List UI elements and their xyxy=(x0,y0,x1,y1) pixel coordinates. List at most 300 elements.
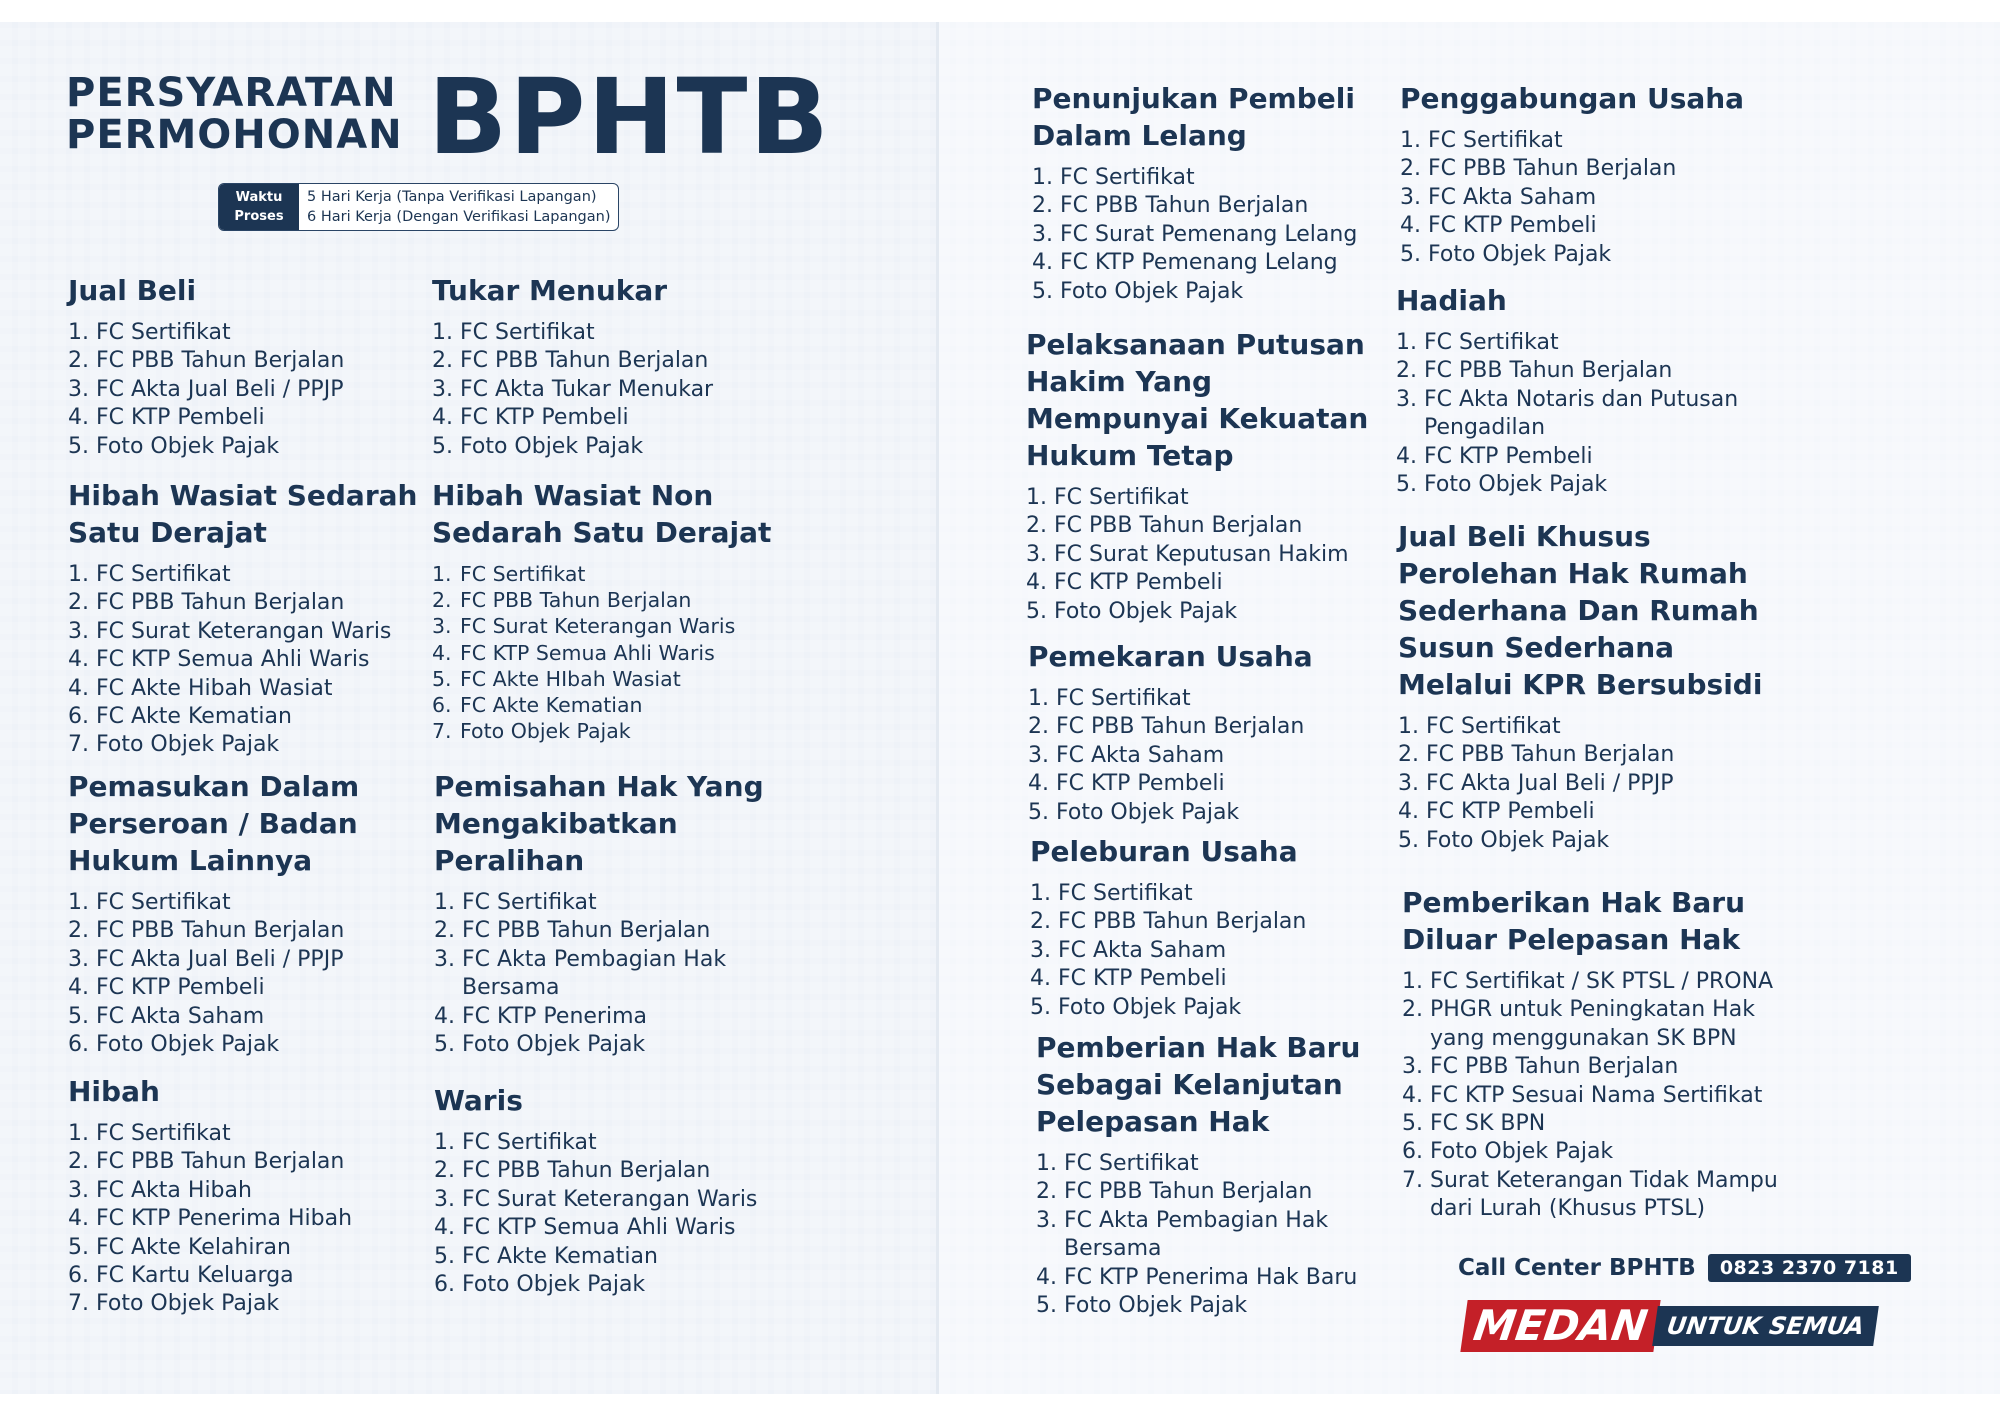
requirement-item xyxy=(68,1148,428,1176)
section-title: Hibah xyxy=(68,1075,160,1108)
item-number: 5. xyxy=(1028,799,1049,825)
item-text: FC Akta Jual Beli / PPJP xyxy=(96,946,344,972)
item-number: 4. xyxy=(432,640,452,665)
item-text: Foto Objek Pajak xyxy=(96,732,280,758)
requirement-list xyxy=(434,889,814,1059)
item-text: Foto Objek Pajak xyxy=(96,1032,280,1058)
item-number: 1. xyxy=(1026,485,1047,510)
item-text: FC Akta Notaris dan Putusan Pengadilan xyxy=(1424,386,1739,441)
item-number: 1. xyxy=(1036,1151,1057,1176)
item-text: Foto Objek Pajak xyxy=(1428,241,1612,267)
item-text: FC Sertifikat xyxy=(1054,485,1189,510)
requirement-list xyxy=(68,889,428,1059)
item-text: FC Sertifikat xyxy=(1058,881,1193,906)
item-text: FC Surat Pemenang Lelang xyxy=(1060,221,1358,247)
logo-medan: MEDAN xyxy=(1460,1300,1660,1352)
call-center-number[interactable]: 0823 2370 7181 xyxy=(1708,1254,1911,1282)
item-text: FC Akta Saham xyxy=(1056,742,1225,768)
item-number: 5. xyxy=(1402,1111,1423,1137)
item-text: FC KTP Pembeli xyxy=(1054,570,1223,596)
item-number: 1. xyxy=(1030,881,1051,906)
requirement-item xyxy=(434,1243,814,1271)
section-pemekaran xyxy=(1028,638,1398,827)
requirement-item xyxy=(1032,221,1402,249)
item-number: 7. xyxy=(432,719,452,744)
item-number: 1. xyxy=(1032,165,1053,190)
requirement-item xyxy=(434,946,814,1003)
requirement-item xyxy=(68,1177,428,1205)
requirement-item xyxy=(68,917,428,945)
item-text: FC Sertifikat xyxy=(462,890,597,915)
requirement-item xyxy=(1028,770,1398,798)
section-pemisahan xyxy=(434,768,814,1059)
waktu-value-2: 6 Hari Kerja (Dengan Verifikasi Lapangan) xyxy=(307,209,611,225)
item-number: 3. xyxy=(1398,770,1419,796)
requirement-item xyxy=(1402,996,1822,1053)
requirement-item xyxy=(1026,484,1396,512)
requirement-item xyxy=(432,666,812,692)
item-text: FC KTP Penerima Hibah xyxy=(96,1206,353,1232)
item-number: 1. xyxy=(434,890,455,915)
item-number: 7. xyxy=(1402,1167,1423,1193)
item-text: FC Akte Kematian xyxy=(96,704,292,730)
section-title: Hibah Wasiat Non Sedarah Satu Derajat xyxy=(432,479,772,549)
section-hibah-wasiat-sedarah xyxy=(68,477,428,760)
item-number: 5. xyxy=(1030,994,1051,1020)
item-text: FC PBB Tahun Berjalan xyxy=(1428,156,1677,182)
item-number: 2. xyxy=(434,918,455,944)
item-text: FC Sertifikat xyxy=(460,562,586,586)
title-line-2: PERMOHONAN xyxy=(66,112,403,158)
requirement-item xyxy=(434,1003,814,1031)
requirement-item xyxy=(1400,241,1780,269)
section-jual-beli-khusus xyxy=(1398,518,1778,855)
item-number: 5. xyxy=(1032,278,1053,304)
item-text: FC Akte Kematian xyxy=(462,1243,658,1269)
item-number: 3. xyxy=(434,1186,455,1212)
item-text: FC KTP Penerima Hak Baru xyxy=(1064,1264,1358,1290)
requirement-list xyxy=(68,319,428,461)
item-number: 3. xyxy=(68,618,89,644)
item-text: FC KTP Pembeli xyxy=(96,975,265,1001)
item-number: 2. xyxy=(1400,156,1421,182)
requirement-item xyxy=(432,718,812,744)
item-number: 6. xyxy=(68,1263,89,1289)
item-text: FC Akta Jual Beli / PPJP xyxy=(96,376,344,402)
requirement-item xyxy=(1396,386,1776,443)
requirement-item xyxy=(1030,937,1400,965)
requirement-item xyxy=(68,675,428,703)
item-text: FC PBB Tahun Berjalan xyxy=(462,1158,711,1184)
item-text: FC KTP Semua Ahli Waris xyxy=(460,640,715,665)
requirement-item xyxy=(1028,742,1398,770)
requirement-item xyxy=(1030,880,1400,908)
item-text: FC PBB Tahun Berjalan xyxy=(1054,513,1303,539)
requirement-item xyxy=(1026,598,1396,626)
item-number: 5. xyxy=(1396,472,1417,498)
item-number: 4. xyxy=(434,1003,455,1029)
item-text: FC Akta Jual Beli / PPJP xyxy=(1426,770,1674,796)
requirement-item xyxy=(434,889,814,917)
waktu-value-1: 5 Hari Kerja (Tanpa Verifikasi Lapangan) xyxy=(307,189,597,205)
requirement-item xyxy=(1036,1292,1406,1320)
item-number: 5. xyxy=(68,1234,89,1260)
requirement-item xyxy=(68,946,428,974)
call-center-label: Call Center BPHTB xyxy=(1458,1255,1696,1281)
item-text: FC PBB Tahun Berjalan xyxy=(96,1149,345,1175)
item-text: Foto Objek Pajak xyxy=(1064,1293,1248,1319)
item-text: FC Sertifikat xyxy=(1424,330,1559,355)
requirement-item xyxy=(68,1290,428,1318)
item-number: 3. xyxy=(1032,221,1053,247)
item-number: 2. xyxy=(1028,714,1049,740)
section-title: Pemisahan Hak Yang Mengakibatkan Peralihan xyxy=(434,770,764,877)
requirement-item xyxy=(68,1003,428,1031)
item-number: 5. xyxy=(1398,827,1419,853)
item-text: FC PBB Tahun Berjalan xyxy=(1058,909,1307,935)
item-number: 1. xyxy=(1396,330,1417,355)
item-number: 6. xyxy=(1402,1139,1423,1165)
item-text: FC KTP Pemenang Lelang xyxy=(1060,250,1338,276)
item-text: FC PBB Tahun Berjalan xyxy=(1430,1054,1679,1080)
requirement-item xyxy=(1032,278,1402,306)
requirement-item xyxy=(432,561,812,587)
item-text: FC KTP Penerima xyxy=(462,1003,647,1029)
section-waris xyxy=(434,1082,814,1299)
section-tukar-menukar xyxy=(432,272,812,461)
item-text: FC Akte Hibah Wasiat xyxy=(96,675,333,701)
item-text: FC PBB Tahun Berjalan xyxy=(1426,742,1675,768)
item-text: FC Sertifikat xyxy=(96,1121,231,1146)
item-text: FC Akte Kelahiran xyxy=(96,1234,291,1260)
item-number: 1. xyxy=(432,562,452,586)
item-text: FC Sertifikat xyxy=(1426,714,1561,739)
item-text: Foto Objek Pajak xyxy=(96,433,280,459)
requirement-list xyxy=(432,319,812,461)
item-text: FC KTP Pembeli xyxy=(1426,799,1595,825)
item-number: 3. xyxy=(1396,386,1417,412)
section-diluar-pelepasan xyxy=(1402,884,1822,1224)
requirement-item xyxy=(68,319,428,347)
item-number: 5. xyxy=(434,1243,455,1269)
item-number: 5. xyxy=(432,666,452,691)
item-number: 1. xyxy=(432,320,453,345)
item-number: 6. xyxy=(68,704,89,730)
item-text: Foto Objek Pajak xyxy=(1056,799,1240,825)
item-number: 2. xyxy=(1402,997,1423,1023)
item-text: FC KTP Pembeli xyxy=(1056,771,1225,797)
item-number: 5. xyxy=(1026,598,1047,624)
item-number: 4. xyxy=(68,975,89,1001)
item-number: 4. xyxy=(1028,771,1049,797)
item-text: Foto Objek Pajak xyxy=(460,719,631,744)
requirement-item xyxy=(1036,1207,1406,1264)
item-text: FC Sertifikat xyxy=(462,1130,597,1155)
item-text: FC Surat Keterangan Waris xyxy=(462,1186,758,1212)
item-text: Foto Objek Pajak xyxy=(460,433,644,459)
item-text: FC Akta Saham xyxy=(96,1003,265,1029)
item-number: 2. xyxy=(1032,193,1053,219)
waktu-proses-box xyxy=(218,183,619,231)
item-number: 1. xyxy=(1028,686,1049,711)
section-hibah xyxy=(68,1073,428,1319)
item-text: FC KTP Pembeli xyxy=(96,405,265,431)
proses-label: Proses xyxy=(234,209,284,224)
item-number: 2. xyxy=(68,918,89,944)
requirement-item xyxy=(68,1120,428,1148)
requirement-list xyxy=(68,1120,428,1319)
section-title: Hadiah xyxy=(1396,284,1507,317)
section-title: Pemekaran Usaha xyxy=(1028,640,1313,673)
requirement-list xyxy=(1398,713,1778,855)
requirement-item xyxy=(1026,569,1396,597)
requirement-item xyxy=(432,404,812,432)
item-number: 5. xyxy=(68,1003,89,1029)
requirement-list xyxy=(434,1129,814,1299)
requirement-item xyxy=(434,1031,814,1059)
waktu-proses-values xyxy=(299,184,618,230)
section-title: Pelaksanaan Putusan Hakim Yang Mempunyai Kekuatan Hukum Tetap xyxy=(1026,328,1369,472)
item-text: FC Kartu Keluarga xyxy=(96,1263,294,1289)
item-number: 4. xyxy=(68,675,89,701)
requirement-item xyxy=(1402,1138,1822,1166)
requirement-list xyxy=(1400,127,1780,269)
item-number: 3. xyxy=(68,376,89,402)
requirement-item xyxy=(1030,908,1400,936)
item-number: 5. xyxy=(68,433,89,459)
requirement-item xyxy=(1396,357,1776,385)
requirement-item xyxy=(1028,799,1398,827)
requirement-item xyxy=(1402,1082,1822,1110)
item-text: FC PBB Tahun Berjalan xyxy=(462,918,711,944)
requirement-item xyxy=(432,613,812,639)
requirement-item xyxy=(1398,770,1778,798)
item-number: 3. xyxy=(1026,541,1047,567)
requirement-item xyxy=(1398,713,1778,741)
requirement-item xyxy=(1028,713,1398,741)
requirement-item xyxy=(68,703,428,731)
requirement-item xyxy=(432,692,812,718)
item-number: 6. xyxy=(432,693,452,718)
requirement-item xyxy=(68,1234,428,1262)
item-text: FC Sertifikat xyxy=(1064,1151,1199,1176)
item-text: Foto Objek Pajak xyxy=(462,1272,646,1298)
item-text: FC PBB Tahun Berjalan xyxy=(96,590,345,616)
item-text: Surat Keterangan Tidak Mampu dari Lurah (Khusus PTSL) xyxy=(1430,1167,1778,1222)
item-text: PHGR untuk Peningkatan Hak yang menggunakan SK BPN xyxy=(1430,997,1755,1051)
requirement-item xyxy=(434,1271,814,1299)
requirement-item xyxy=(68,731,428,759)
item-number: 1. xyxy=(68,320,89,345)
requirement-item xyxy=(68,561,428,589)
call-center xyxy=(1458,1254,1911,1282)
item-number: 2. xyxy=(1398,742,1419,768)
section-title: Waris xyxy=(434,1084,523,1117)
section-penggabungan xyxy=(1400,80,1780,269)
section-title: Penunjukan Pembeli Dalam Lelang xyxy=(1032,82,1355,152)
requirement-list xyxy=(68,561,428,760)
requirement-list xyxy=(432,561,812,744)
item-text: FC PBB Tahun Berjalan xyxy=(1060,193,1309,219)
section-jual-beli xyxy=(68,272,428,461)
item-number: 2. xyxy=(432,588,452,613)
requirement-item xyxy=(432,587,812,613)
item-text: FC PBB Tahun Berjalan xyxy=(460,588,692,613)
requirement-item xyxy=(68,1031,428,1059)
section-title: Hibah Wasiat Sedarah Satu Derajat xyxy=(68,479,418,549)
item-number: 3. xyxy=(1030,937,1051,963)
item-number: 3. xyxy=(432,376,453,402)
item-text: FC KTP Sesuai Nama Sertifikat xyxy=(1430,1082,1763,1108)
item-text: FC SK BPN xyxy=(1430,1111,1546,1137)
requirement-item xyxy=(1402,968,1822,996)
section-title: Pemasukan Dalam Perseroan / Badan Hukum Lainnya xyxy=(68,770,360,877)
item-number: 3. xyxy=(432,614,452,639)
requirement-item xyxy=(1396,471,1776,499)
section-putusan-hakim xyxy=(1026,326,1396,626)
requirement-item xyxy=(432,433,812,461)
requirement-item xyxy=(1400,127,1780,155)
item-number: 4. xyxy=(1402,1082,1423,1108)
requirement-item xyxy=(1400,212,1780,240)
section-title: Jual Beli Khusus Perolehan Hak Rumah Sederhana Dan Rumah Susun Sederhana Melalui KPR Bersubsidi xyxy=(1398,520,1763,701)
item-number: 4. xyxy=(68,647,89,673)
requirement-item xyxy=(1402,1110,1822,1138)
item-text: FC Akte Kematian xyxy=(460,693,643,718)
requirement-item xyxy=(432,376,812,404)
item-number: 2. xyxy=(1030,909,1051,935)
section-title: Pemberian Hak Baru Sebagai Kelanjutan Pelepasan Hak xyxy=(1036,1031,1361,1138)
item-number: 2. xyxy=(1396,358,1417,384)
item-number: 5. xyxy=(434,1032,455,1058)
requirement-item xyxy=(1036,1150,1406,1178)
requirement-item xyxy=(1398,798,1778,826)
requirement-item xyxy=(1396,329,1776,357)
requirement-item xyxy=(1030,994,1400,1022)
requirement-item xyxy=(68,889,428,917)
item-text: Foto Objek Pajak xyxy=(1054,598,1238,624)
item-text: FC Akte HIbah Wasiat xyxy=(460,666,681,691)
item-number: 4. xyxy=(68,1206,89,1232)
item-number: 4. xyxy=(1036,1264,1057,1290)
requirement-item xyxy=(432,319,812,347)
section-peleburan xyxy=(1030,833,1400,1022)
section-kelanjutan xyxy=(1036,1029,1406,1320)
item-text: Foto Objek Pajak xyxy=(462,1032,646,1058)
requirement-item xyxy=(1398,741,1778,769)
item-number: 4. xyxy=(1026,570,1047,596)
item-text: Foto Objek Pajak xyxy=(1060,278,1244,304)
requirement-item xyxy=(1402,1053,1822,1081)
item-text: FC Akta Saham xyxy=(1428,184,1597,210)
item-number: 2. xyxy=(434,1158,455,1184)
item-number: 2. xyxy=(432,348,453,374)
item-number: 5. xyxy=(1400,241,1421,267)
requirement-item xyxy=(68,376,428,404)
section-title: Jual Beli xyxy=(68,274,197,307)
requirement-item xyxy=(1026,541,1396,569)
item-number: 4. xyxy=(1030,966,1051,992)
requirement-list xyxy=(1032,164,1402,306)
requirement-item xyxy=(1030,965,1400,993)
requirement-item xyxy=(434,1157,814,1185)
section-hadiah xyxy=(1396,282,1776,499)
item-number: 3. xyxy=(68,1177,89,1203)
item-text: FC KTP Pembeli xyxy=(1424,443,1593,469)
requirement-item xyxy=(68,618,428,646)
requirement-item xyxy=(1032,164,1402,192)
requirement-item xyxy=(68,347,428,375)
item-text: FC KTP Pembeli xyxy=(460,405,629,431)
requirement-list xyxy=(1028,685,1398,827)
section-hibah-wasiat-non xyxy=(432,477,812,744)
item-number: 2. xyxy=(68,348,89,374)
waktu-proses-label xyxy=(219,184,299,230)
requirement-item xyxy=(434,1214,814,1242)
item-text: FC Akta Hibah xyxy=(96,1177,252,1203)
item-text: FC PBB Tahun Berjalan xyxy=(1056,714,1305,740)
title-bphtb: BPHTB xyxy=(428,56,831,178)
item-text: Foto Objek Pajak xyxy=(1430,1139,1614,1165)
requirement-item xyxy=(1400,184,1780,212)
item-number: 3. xyxy=(1028,742,1049,768)
logo-untuk-semua: UNTUK SEMUA xyxy=(1652,1306,1879,1346)
item-number: 3. xyxy=(1400,184,1421,210)
requirement-item xyxy=(432,640,812,666)
item-number: 4. xyxy=(1032,250,1053,276)
requirement-item xyxy=(434,1186,814,1214)
section-lelang xyxy=(1032,80,1402,306)
item-text: FC Akta Saham xyxy=(1058,937,1227,963)
requirement-list xyxy=(1036,1150,1406,1320)
title-line-1: PERSYARATAN xyxy=(66,70,397,116)
requirement-item xyxy=(434,1129,814,1157)
requirement-item xyxy=(432,347,812,375)
item-text: FC Sertifikat xyxy=(96,320,231,345)
requirement-list xyxy=(1026,484,1396,626)
item-number: 2. xyxy=(1036,1179,1057,1205)
requirement-item xyxy=(434,917,814,945)
item-number: 4. xyxy=(1398,799,1419,825)
item-text: FC Surat Keterangan Waris xyxy=(96,618,392,644)
item-number: 1. xyxy=(1400,128,1421,153)
item-text: FC Surat Keputusan Hakim xyxy=(1054,541,1349,567)
requirement-item xyxy=(1402,1167,1822,1224)
item-number: 7. xyxy=(68,732,89,758)
requirement-item xyxy=(1032,192,1402,220)
item-text: Foto Objek Pajak xyxy=(1424,472,1608,498)
requirement-item xyxy=(68,974,428,1002)
item-text: FC Sertifikat / SK PTSL / PRONA xyxy=(1430,969,1774,994)
item-text: FC Sertifikat xyxy=(1060,165,1195,190)
item-number: 4. xyxy=(1396,443,1417,469)
item-text: FC Sertifikat xyxy=(1056,686,1191,711)
requirement-item xyxy=(1032,249,1402,277)
requirement-item xyxy=(68,404,428,432)
item-number: 2. xyxy=(1026,513,1047,539)
item-text: FC PBB Tahun Berjalan xyxy=(460,348,709,374)
item-number: 4. xyxy=(434,1215,455,1241)
section-pemasukan xyxy=(68,768,428,1059)
requirement-list xyxy=(1030,880,1400,1022)
requirement-item xyxy=(1036,1178,1406,1206)
section-title: Tukar Menukar xyxy=(432,274,668,307)
requirement-item xyxy=(1396,443,1776,471)
requirement-item xyxy=(68,1262,428,1290)
item-number: 2. xyxy=(68,590,89,616)
item-text: FC PBB Tahun Berjalan xyxy=(1064,1179,1313,1205)
item-number: 4. xyxy=(432,405,453,431)
